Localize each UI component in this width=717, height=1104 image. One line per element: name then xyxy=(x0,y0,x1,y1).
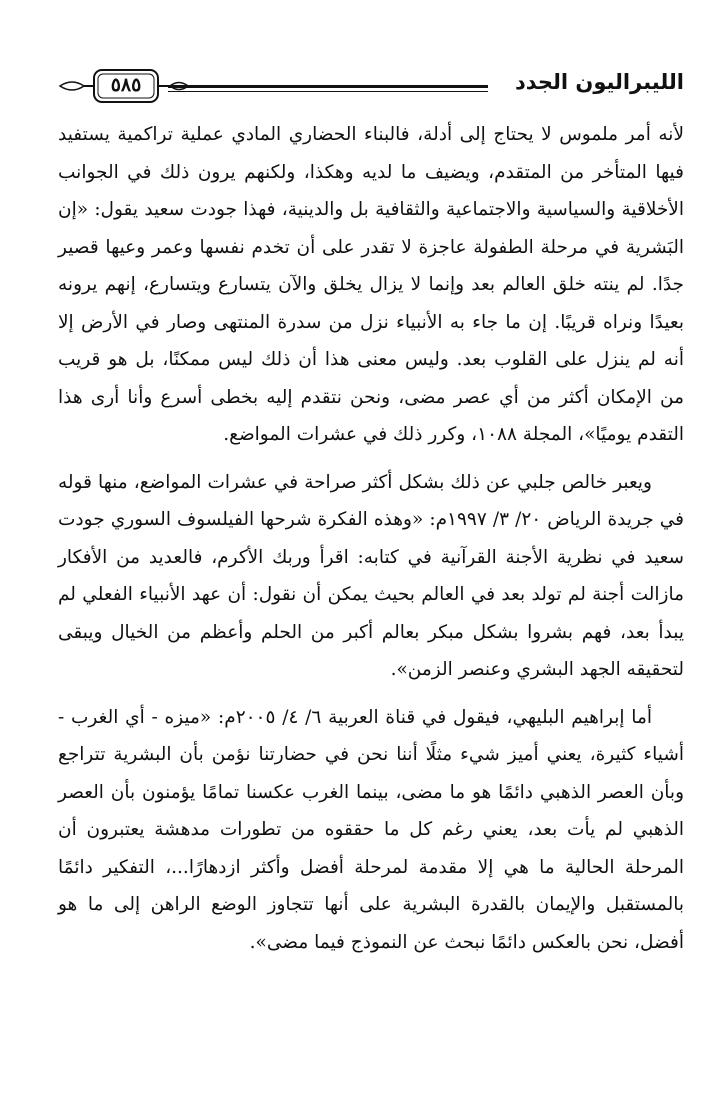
paragraph-2: ويعبر خالص جلبي عن ذلك بشكل أكثر صراحة في عشرات المواضع، منها قوله في جريدة الرياض ٢٠/ ٣/ ١٩٩٧م: «وهذه الفكرة شرحها الفيلسوف السوري جودت سعيد في نظرية الأجنة القرآنية في كتابه: اقرأ وربك الأكرم، فالعديد من الأفكار مازالت أجنة لم تولد بعد في العالم بحيث يمكن أن نقول: أن عهد الأنبياء الفعلي لم يبدأ بعد، فهم بشروا بشكل مبكر بعالم أكبر من الحلم وأعظم من الخيال ويبقى لتحقيقه الجهد البشري وعنصر الزمن». xyxy=(58,471,684,680)
page-body xyxy=(58,116,684,961)
page-header xyxy=(58,66,684,106)
page-number: ٥٨٥ xyxy=(110,74,142,96)
header-rule xyxy=(168,85,488,88)
paragraph-1: لأنه أمر ملموس لا يحتاج إلى أدلة، فالبناء الحضاري المادي عملية تراكمية يستفيد فيها المتأخر من المتقدم، ويضيف ما لديه وهكذا، ولكنهم يرون ذلك في الجوانب الأخلاقية والسياسية والاجتماعية والثقافية بل والدينية، فهذا جودت سعيد يقول: «إن البَشرية في مرحلة الطفولة عاجزة لا تقدر على أن تخدم نفسها وعمر وعيها قصير جدًا. لم ينته خلق العالم بعد وإنما لا يزال يخلق والآن يتسارع ويتسارع، إنهم يرونه بعيدًا ونراه قريبًا. إن ما جاء به الأنبياء نزل من سدرة المنتهى وصار في الأرض إلا أنه لم ينزل على القلوب بعد. وليس معنى هذا أن ذلك ليس ممكنًا، بل هو قريب من الإمكان أكثر من أي عصر مضى، ونحن نتقدم إليه بخطى أسرع وأنا أرى هذا التقدم يوميًا»، المجلة ١٠٨٨، وكرر ذلك في عشرات المواضع. xyxy=(58,124,684,445)
header-rule-thin xyxy=(168,91,488,92)
running-title: الليبراليون الجدد xyxy=(514,70,684,94)
paragraph-3: أما إبراهيم البليهي، فيقول في قناة العربية ٦/ ٤/ ٢٠٠٥م: «ميزه - أي الغرب - أشياء كثيرة، يعني أميز شيء مثلًا أننا نحن في حضارتنا نؤمن بأن البشرية تتراجع وبأن العصر الذهبي دائمًا هو ما مضى، بينما الغرب عكسنا تمامًا يؤمنون بأن العصر الذهبي لم يأت بعد، يعني رغم كل ما حققوه من تطورات مدهشة يعتبرون أن المرحلة الحالية ما هي إلا مقدمة لمرحلة أفضل وأكثر ازدهارًا...، التفكير دائمًا بالمستقبل والإيمان بالقدرة البشرية على أنها تتجاوز الوضع الراهن إلى ما هو أفضل، نحن بالعكس دائمًا نبحث عن النموذج فيما مضى». xyxy=(58,706,684,953)
